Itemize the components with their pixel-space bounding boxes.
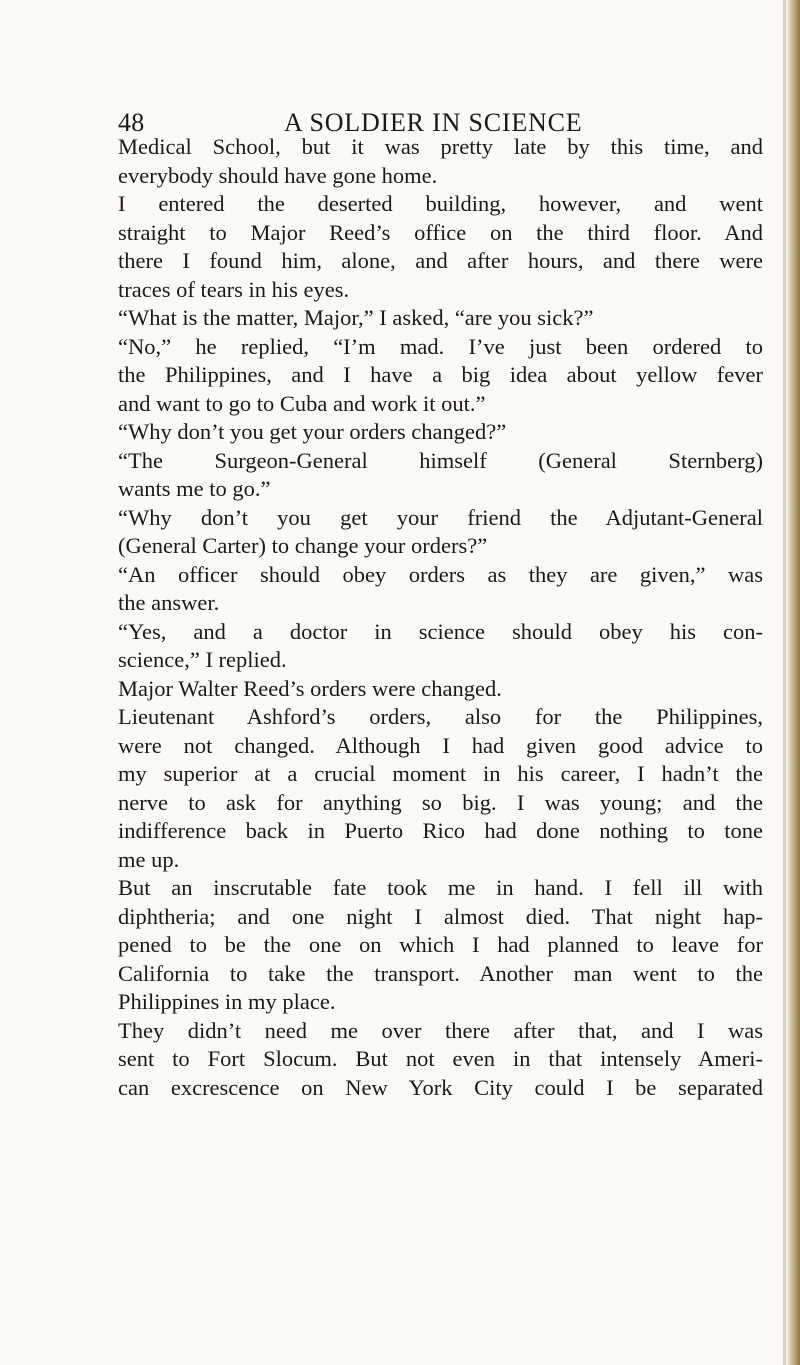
text-line: I entered the deserted building, however, and went xyxy=(118,191,763,216)
text-line: diphtheria; and one night I almost died. That night hap- xyxy=(118,903,763,929)
text-line: pened to be the one on which I had planned to leave for xyxy=(118,932,763,957)
text-line: there I found him, alone, and after hours, and there were xyxy=(118,248,763,273)
text-line: can excrescence on New York City could I be separated xyxy=(118,1074,763,1100)
text-line: “An officer should obey orders as they are given,” was xyxy=(118,561,763,587)
text-line: Lieutenant Ashford’s orders, also for the Philippines, xyxy=(118,704,763,729)
running-title: A SOLDIER IN SCIENCE xyxy=(284,108,583,137)
page-edge-shadow xyxy=(786,0,800,1365)
text-line: were not changed. Although I had given good advice to xyxy=(118,732,763,758)
text-line: “Yes, and a doctor in science should obey his con- xyxy=(118,618,763,644)
text-line: science,” I replied. xyxy=(118,647,287,672)
text-line: indifference back in Puerto Rico had done nothing to tone xyxy=(118,818,763,843)
text-line: Medical School, but it was pretty late by this time, and xyxy=(118,134,763,159)
text-line: “Why don’t you get your orders changed?” xyxy=(118,419,507,444)
text-line: wants me to go.” xyxy=(118,476,271,501)
text-line: my superior at a crucial moment in his career, I hadn’t the xyxy=(118,761,763,786)
text-line: the answer. xyxy=(118,590,220,615)
text-line: “No,” he replied, “I’m mad. I’ve just been ordered to xyxy=(118,333,763,359)
text-line: “The Surgeon-General himself (General Sternberg) xyxy=(118,447,763,473)
text-line: me up. xyxy=(118,846,180,872)
text-line: traces of tears in his eyes. xyxy=(118,276,350,302)
text-line: California to take the transport. Another man went to the xyxy=(118,960,763,986)
text-line: straight to Major Reed’s office on the third floor. And xyxy=(118,219,763,245)
text-line: Major Walter Reed’s orders were changed. xyxy=(118,675,502,701)
text-line: and want to go to Cuba and work it out.” xyxy=(118,390,486,416)
text-line: sent to Fort Slocum. But not even in that intensely Ameri- xyxy=(118,1046,763,1071)
body-text xyxy=(118,133,763,1102)
page-number: 48 xyxy=(118,108,145,137)
text-line: the Philippines, and I have a big idea about yellow fever xyxy=(118,362,763,387)
text-line: “What is the matter, Major,” I asked, “are you sick?” xyxy=(118,305,594,330)
text-line: Philippines in my place. xyxy=(118,989,336,1014)
text-line: nerve to ask for anything so big. I was young; and the xyxy=(118,789,763,815)
text-line: (General Carter) to change your orders?” xyxy=(118,533,488,558)
text-line: They didn’t need me over there after that, and I was xyxy=(118,1017,763,1043)
text-line: “Why don’t you get your friend the Adjutant-General xyxy=(118,504,763,530)
text-line: But an inscrutable fate took me in hand. I fell ill with xyxy=(118,875,763,900)
text-line: everybody should have gone home. xyxy=(118,162,438,188)
